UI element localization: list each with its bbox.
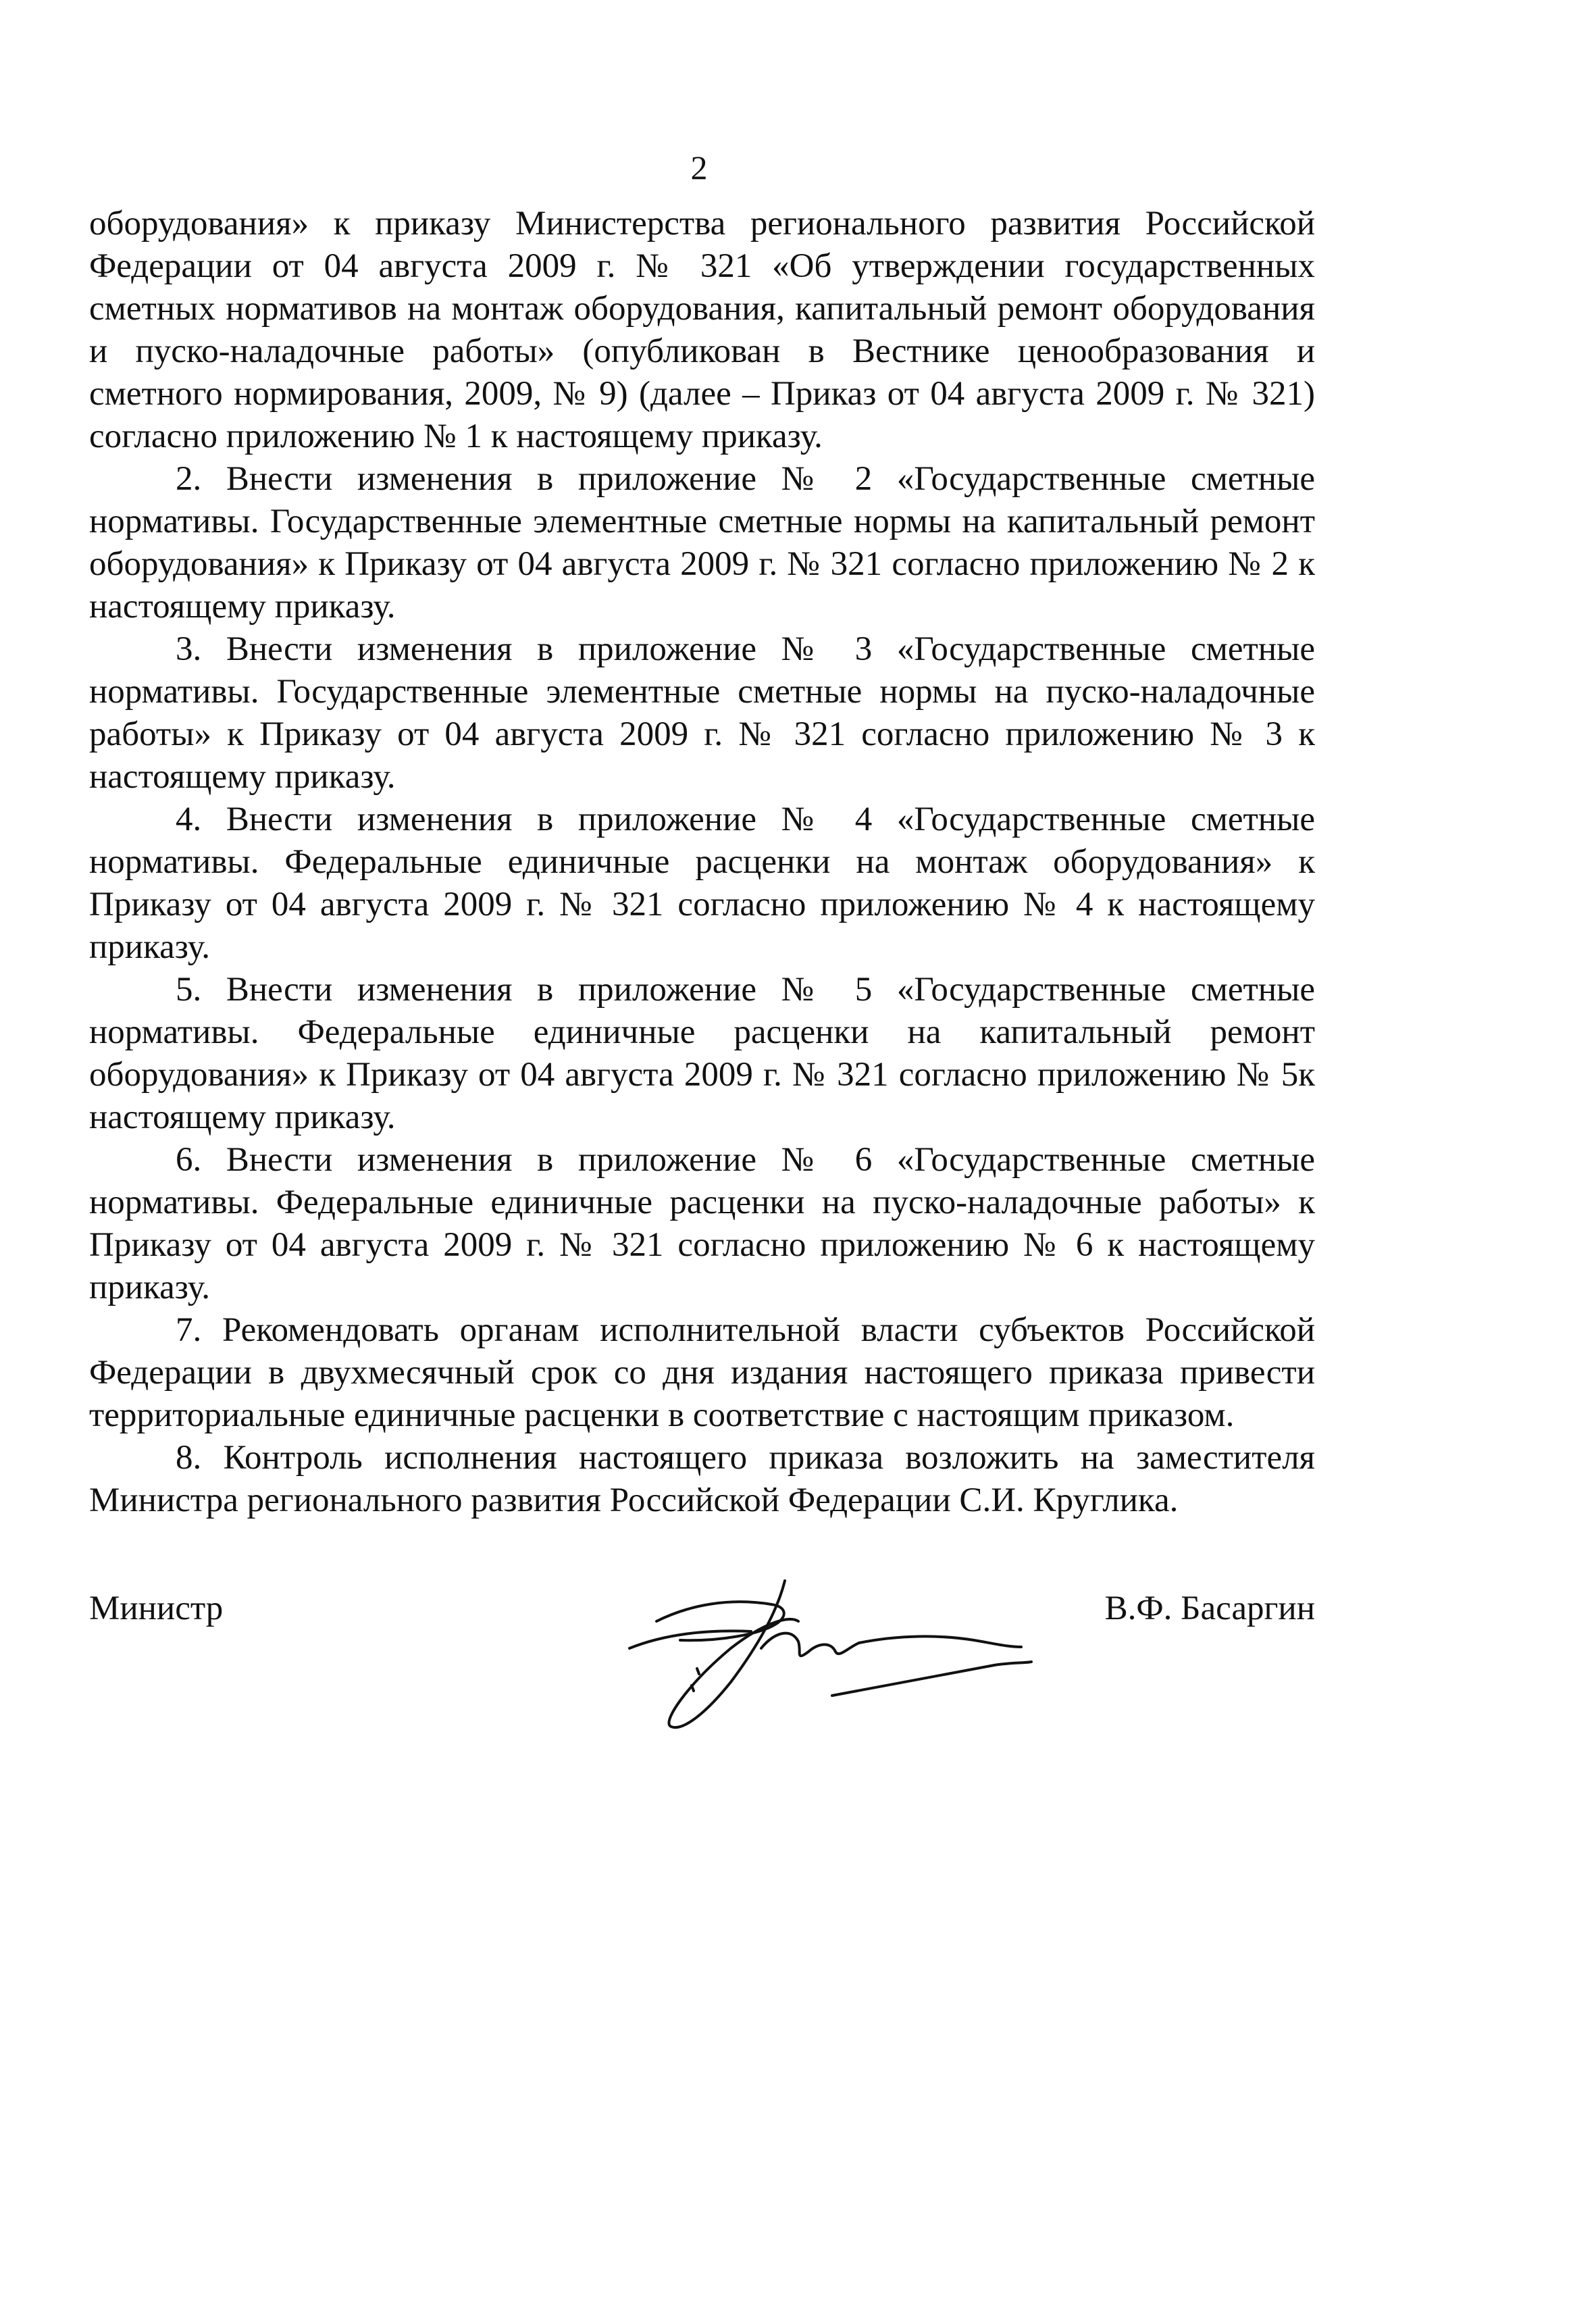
handwritten-signature — [616, 1567, 1048, 1743]
paragraph-item-5: 5. Внести изменения в приложение № 5 «Государственные сметные нормативы. Федеральные единичные расценки на капитальный ремонт оборудования» к Приказу от 04 августа 2009 г. № 321 согласно приложению № 5к настоящему приказу. — [89, 971, 1315, 1136]
paragraph-item-6: 6. Внести изменения в приложение № 6 «Государственные сметные нормативы. Федеральные единичные расценки на пуско-наладочные работы» к Приказу от 04 августа 2009 г. № 321 согласно приложению № 6 к настоящему приказу. — [89, 1141, 1315, 1306]
paragraph-item-8: 8. Контроль исполнения настоящего приказа возложить на заместителя Министра регионального развития Российской Федерации С.И. Круглика. — [89, 1439, 1315, 1519]
signatory-name: В.Ф. Басаргин — [1104, 1590, 1315, 1627]
paragraph-item-7: 7. Рекомендовать органам исполнительной власти субъектов Российской Федерации в двухмесячный срок со дня издания настоящего приказа привести территориальные единичные расценки в соответствие с настоящим приказом. — [89, 1311, 1315, 1434]
paragraph-continuation: оборудования» к приказу Министерства регионального развития Российской Федерации от 04 августа 2009 г. № 321 «Об утверждении государственных сметных нормативов на монтаж оборудования, капитальный ремонт оборудования и пуско-наладочные работы» (опубликован в Вестнике ценообразования и сметного нормирования, 2009, № 9) (далее – Приказ от 04 августа 2009 г. № 321) согласно приложению № 1 к настоящему приказу. — [89, 205, 1315, 455]
signatory-title: Министр — [89, 1590, 224, 1627]
document-body — [89, 203, 1315, 1522]
paragraph-item-3: 3. Внести изменения в приложение № 3 «Государственные сметные нормативы. Государственные элементные сметные нормы на пуско-наладочные работы» к Приказу от 04 августа 2009 г. № 321 согласно приложению № 3 к настоящему приказу. — [89, 630, 1315, 796]
paragraph-item-2: 2. Внести изменения в приложение № 2 «Государственные сметные нормативы. Государственные элементные сметные нормы на капитальный ремонт оборудования» к Приказу от 04 августа 2009 г. № 321 согласно приложению № 2 к настоящему приказу. — [89, 460, 1315, 626]
signature-block — [89, 1567, 1315, 1743]
paragraph-item-4: 4. Внести изменения в приложение № 4 «Государственные сметные нормативы. Федеральные единичные расценки на монтаж оборудования» к Приказу от 04 августа 2009 г. № 321 согласно приложению № 4 к настоящему приказу. — [89, 800, 1315, 966]
page-number: 2 — [690, 149, 708, 186]
